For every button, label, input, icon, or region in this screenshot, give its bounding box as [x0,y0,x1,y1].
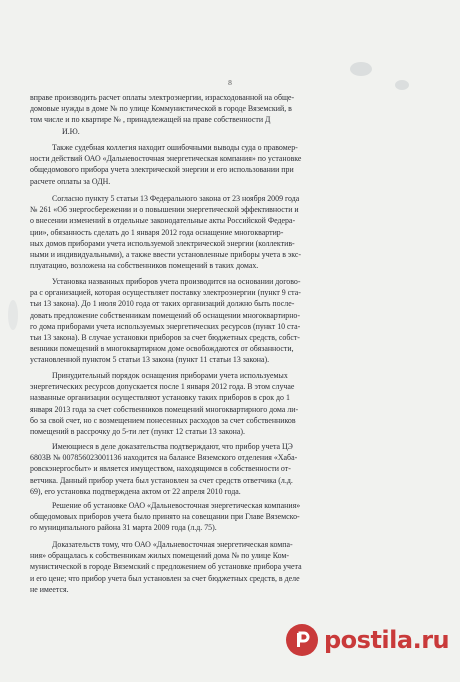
text-line: энергетических ресурсов допускается после 1 января 2012 года. В этом случае [30,382,295,392]
text-line: том числе и по квартире № , принадлежащей на праве собственности Д [30,115,271,125]
text-line: ветчика. Данный прибор учета был установлен за счет средств ответчика (л.д. [30,475,293,485]
text-line: довать предложение собственникам помещений об оснащении многоквартирно- [30,310,300,320]
text-line: января 2013 года за счет собственников помещений многоквартирного дома ли- [30,404,299,414]
text-line: тьи 13 закона). До 1 июля 2010 года от таких организаций должно быть после- [30,299,295,309]
text-line: ния» обращалась к собственникам жилых помещений дома № по улице Ком- [30,551,289,561]
text-line: установленной пунктом 5 статьи 13 закона (пункт 11 статьи 13 закона). [30,355,270,365]
text-line: Доказательств тому, что ОАО «Дальневосточная энергетическая компа- [52,540,293,549]
text-line: ции», обязанность сделать до 1 января 2012 года оснащение многоквартир- [30,227,284,237]
text-line: расчете оплаты за ОДН. [30,176,111,186]
text-line: Также судебная коллегия находит ошибочными выводы суда о правомер- [52,143,298,152]
text-line: Имеющиеся в деле доказательства подтверждают, что прибор учета ЦЭ [52,442,293,451]
text-line: плуатацию, возложена на собственников помещений в таких домах. [30,261,259,271]
text-line: Согласно пункту 5 статьи 13 Федерального закона от 23 ноября 2009 года [52,194,300,203]
text-line: ности действий ОАО «Дальневосточная энергетическая компания» по установке [30,154,302,164]
postila-logo-icon [286,624,318,656]
text-line: мунистической в городе Вяземский с предложением об установке прибора учета [30,562,302,572]
text-line: и его цене; что прибор учета был установлен за счет бюджетных средств, в деле [30,573,300,583]
text-line: бо за свой счет, но с возмещением понесенных расходов за счет собственников [30,415,296,425]
text-line: вправе производить расчет оплаты электроэнергии, израсходованной на обще- [30,93,295,102]
text-line: го дома приборами учета используемых энергетических ресурсов (пункт 10 ста- [30,321,301,331]
text-line: ра с организацией, которая осуществляет поставку электроэнергии (пункт 9 ста- [30,288,301,298]
paragraph-7 [30,500,436,534]
text-line: названные организации осуществляют установку таких приборов в срок до 1 [30,393,290,403]
text-line: ровскэнергосбыт» и является имуществом, находящимся в собственности от- [30,464,291,474]
text-line: 69), его установка подтверждена актом от 22 апреля 2010 года. [30,486,241,496]
text-line: Решение об установке ОАО «Дальневосточная энергетическая компания» [52,501,301,510]
text-line: 6803В № 007856023001136 находится на балансе Вяземского отделения «Хаба- [30,453,298,463]
paper-stain [350,62,372,76]
paragraph-6 [30,441,436,497]
text-line: не имеется. [30,584,69,594]
text-line: тьи 13 закона). В случае установки приборов за счет бюджетных средств, собст- [30,333,300,343]
text-line: общедомовых приборов учета было принято на совещании при Главе Вяземско- [30,512,300,522]
text-line: го муниципального района 31 марта 2009 года (л.д. 75). [30,523,217,533]
paper-stain [8,300,18,330]
text-line: И.Ю. [62,126,80,136]
text-line: помещений в рассрочку до 5-ти лет (пункт 12 статьи 13 закона). [30,427,245,437]
paragraph-2 [30,142,436,187]
text-line: № 261 «Об энергосбережении и о повышении энергетической эффективности и [30,205,299,215]
text-line: Принудительный порядок оснащения приборами учета используемых [52,371,288,380]
text-line: Установка названных приборов учета производится на основании догово- [52,277,301,286]
watermark-text: postila.ru [324,626,450,654]
text-line: общедомового прибора учета электрической энергии и его использовании при [30,165,294,175]
postila-watermark [286,610,456,670]
text-line: домовые нужды в доме № по улице Коммунистической в городе Вяземский, в [30,104,292,114]
text-line: ных домов приборами учета используемой электрической энергии (коллектив- [30,238,295,248]
page-number: 8 [228,78,232,87]
paragraph-3 [30,193,436,271]
paragraph-8 [30,539,436,595]
text-line: ными и индивидуальными), а также ввести установленные приборы учета в экс- [30,250,302,260]
paragraph-5 [30,370,436,437]
text-line: о внесении изменений в отдельные законодательные акты Российской Федера- [30,216,296,226]
paragraph-1 [30,92,436,137]
paragraph-4 [30,276,436,366]
text-line: венники помещений в многоквартирном доме освобождаются от обязанности, [30,344,294,354]
